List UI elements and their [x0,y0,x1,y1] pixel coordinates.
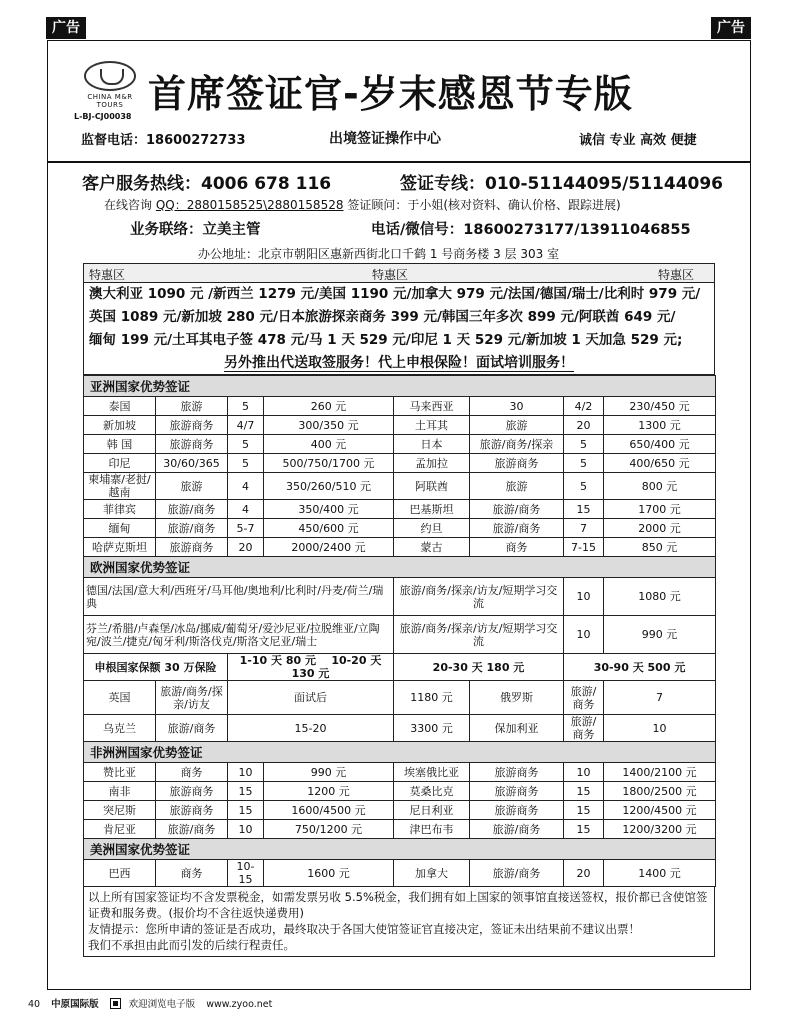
page-footer [28,997,280,1013]
online-consult [104,196,621,213]
table-row [84,820,716,839]
table-cell: 1200 元 [264,782,394,801]
table-cell: 商务 [156,860,228,887]
table-cell: 柬埔寨/老挝/越南 [84,473,156,500]
europe-price-cell: 990 元 [604,616,716,654]
table-cell: 5-7 [228,519,264,538]
europe-countries-cell: 芬兰/希腊/卢森堡/冰岛/挪威/葡萄牙/爱沙尼亚/拉脱维亚/立陶宛/波兰/捷克/匈牙利/斯洛伐克/斯洛文尼亚/瑞士 [84,616,394,654]
table-cell: 1600 元 [264,860,394,887]
table-cell: 400 元 [264,435,394,454]
ad-title: 首席签证官-岁末感恩节专版 [148,72,633,116]
table-cell: 5 [228,454,264,473]
table-cell: 4 [228,500,264,519]
table-cell: 旅游商务 [156,435,228,454]
section-heading-europe: 欧洲国家优势签证 [84,557,716,578]
table-cell: 巴西 [84,860,156,887]
table-cell: 20 [564,860,604,887]
table-row [84,416,716,435]
table-row [84,681,716,715]
special-label-right: 特惠区 [658,268,695,282]
table-cell: 日本 [394,435,470,454]
footnote-tax: 以上所有国家签证均不含发票税金，如需发票另收 5.5%税金，我们拥有如上国家的领事馆直接送签权，报价都已含使馆签证费和服务费。(报价均不含往返快递费用) [88,890,708,920]
insurance-label: 申根国家保额 30 万保险 [84,654,228,681]
visa-consultant: 签证顾问：于小姐(核对资料、确认价格、跟踪进展) [347,198,621,212]
table-cell: 俄罗斯 [470,681,564,715]
special-offer-line: 英国 1089 元/新加坡 280 元/日本旅游探亲商务 399 元/韩国三年多次 899 元/阿联酋 649 元/ [89,309,676,325]
table-cell: 15-20 [228,715,394,742]
table-cell: 300/350 元 [264,416,394,435]
asia-rows [84,397,716,557]
table-row [84,500,716,519]
table-row [84,616,716,654]
table-cell: 商务 [156,763,228,782]
table-cell: 旅游商务 [470,763,564,782]
publication-logo-icon [110,998,121,1009]
table-cell: 990 元 [264,763,394,782]
price-list [83,263,715,957]
table-cell: 旅游/商务 [470,519,564,538]
table-cell: 莫桑比克 [394,782,470,801]
table-cell: 650/400 元 [604,435,716,454]
service-hotline: 客户服务热线：4006 678 116 [82,174,332,194]
table-cell: 面试后 [228,681,394,715]
table-cell: 850 元 [604,538,716,557]
table-cell: 肯尼亚 [84,820,156,839]
table-cell: 20 [228,538,264,557]
special-offer-line: 缅甸 199 元/土耳其电子签 478 元/马 1 天 529 元/印尼 1 天 529 元/新加坡 1 天加急 529 元; [89,332,683,348]
table-row [84,519,716,538]
welcome-text: 欢迎浏览电子版 [128,999,196,1010]
table-cell: 2000 元 [604,519,716,538]
table-cell: 赞比亚 [84,763,156,782]
logo-emblem-icon [84,61,136,91]
table-row [84,801,716,820]
table-cell: 旅游/商务 [156,500,228,519]
table-cell: 泰国 [84,397,156,416]
table-cell: 尼日利亚 [394,801,470,820]
table-cell: 750/1200 元 [264,820,394,839]
table-cell: 4/2 [564,397,604,416]
table-cell: 旅游商务 [156,801,228,820]
table-cell: 1200/3200 元 [604,820,716,839]
table-cell: 10 [228,820,264,839]
special-label-left: 特惠区 [89,268,126,282]
insurance-tier-d: 30-90 天 500 元 [564,654,716,681]
table-cell: 1400 元 [604,860,716,887]
section-heading-africa: 非洲洲国家优势签证 [84,742,716,763]
wechat-phone: 电话/微信号：18600273177/13911046855 [371,222,691,238]
office-address: 办公地址：北京市朝阳区惠新西街北口千鹤 1 号商务楼 3 层 303 室 [198,247,560,261]
table-cell: 1700 元 [604,500,716,519]
table-cell: 旅游 [156,473,228,500]
table-row [84,454,716,473]
europe-purpose-cell: 旅游/商务/探亲/访友/短期学习交流 [394,578,564,616]
table-cell: 旅游 [470,473,564,500]
table-cell: 15 [228,782,264,801]
table-cell: 加拿大 [394,860,470,887]
table-cell: 韩 国 [84,435,156,454]
ad-tag-left: 广告 [46,17,86,39]
special-label-center: 特惠区 [372,268,409,282]
table-cell: 350/260/510 元 [264,473,394,500]
footnote-disclaimer: 我们不承担由此而引发的后续行程责任。 [88,938,295,952]
table-cell: 800 元 [604,473,716,500]
table-cell: 10 [564,763,604,782]
center-name: 出境签证操作中心 [329,131,441,147]
table-cell: 马来西亚 [394,397,470,416]
table-cell: 旅游/商务/探亲 [470,435,564,454]
table-cell: 15 [564,500,604,519]
table-cell: 30 [470,397,564,416]
footnote-reminder: 友情提示：您所申请的签证是否成功，最终取决于各国大使馆签证官直接决定，签证未出结果前不建议出票！ [88,922,640,936]
africa-rows [84,763,716,839]
table-cell: 印尼 [84,454,156,473]
table-cell: 1800/2500 元 [604,782,716,801]
table-cell: 10 [228,763,264,782]
table-row [84,763,716,782]
table-cell: 新加坡 [84,416,156,435]
table-cell: 450/600 元 [264,519,394,538]
company-logo [74,61,146,121]
table-row [84,782,716,801]
table-cell: 蒙古 [394,538,470,557]
table-cell: 菲律宾 [84,500,156,519]
motto: 诚信 专业 高效 便捷 [579,133,697,148]
table-cell: 埃塞俄比亚 [394,763,470,782]
table-cell: 英国 [84,681,156,715]
online-qq-link[interactable]: QQ：2880158525\2880158528 [155,198,344,212]
table-cell: 1300 元 [604,416,716,435]
table-cell: 1600/4500 元 [264,801,394,820]
table-cell: 230/450 元 [604,397,716,416]
table-cell: 旅游商务 [470,801,564,820]
table-cell: 旅游/商务 [564,715,604,742]
table-cell: 15 [228,801,264,820]
table-cell: 7 [564,519,604,538]
table-cell: 阿联酋 [394,473,470,500]
table-cell: 30/60/365 [156,454,228,473]
table-cell: 260 元 [264,397,394,416]
table-cell: 15 [564,782,604,801]
table-cell: 津巴布韦 [394,820,470,839]
ad-tag-right: 广告 [711,17,751,39]
table-cell: 400/650 元 [604,454,716,473]
table-cell: 巴基斯坦 [394,500,470,519]
special-offer-line: 澳大利亚 1090 元 /新西兰 1279 元/美国 1190 元/加拿大 979 元/法国/德国/瑞士/比利时 979 元/ [89,286,701,302]
table-cell: 1200/4500 元 [604,801,716,820]
table-cell: 5 [564,454,604,473]
table-cell: 南非 [84,782,156,801]
table-cell: 10 [604,715,716,742]
license-code: L-BJ-CJ00038 [74,112,132,121]
table-cell: 7 [604,681,716,715]
visa-hotline: 签证专线：010-51144095/51144096 [400,174,724,194]
insurance-tier-c: 20-30 天 180 元 [394,654,564,681]
table-cell: 15 [564,801,604,820]
europe-days-cell: 10 [564,578,604,616]
table-cell: 缅甸 [84,519,156,538]
table-cell: 旅游商务 [156,538,228,557]
america-rows [84,860,716,887]
table-cell: 5 [564,435,604,454]
business-contact: 业务联络：立美主管 [130,222,261,238]
table-cell: 4 [228,473,264,500]
insurance-tier [228,654,394,681]
table-cell: 旅游/商务 [156,715,228,742]
service-promo [84,352,714,374]
table-cell: 旅游/商务 [156,519,228,538]
insurance-row [84,654,716,681]
online-label: 在线咨询 [104,198,153,212]
europe-purpose-cell: 旅游/商务/探亲/访友/短期学习交流 [394,616,564,654]
header-divider [48,161,750,163]
table-row [84,715,716,742]
advertisement [47,40,751,990]
logo-name: CHINA M&R TOURS [87,93,133,109]
table-cell: 5 [228,397,264,416]
footnotes [83,887,715,957]
section-heading-america: 美洲国家优势签证 [84,839,716,860]
table-cell: 旅游商务 [470,454,564,473]
table-cell: 20 [564,416,604,435]
table-cell: 3300 元 [394,715,470,742]
supervise-phone: 监督电话：18600272733 [81,133,246,148]
table-cell: 4/7 [228,416,264,435]
insurance-tier-b: 10-20 天 130 元 [291,654,382,680]
table-cell: 旅游/商务 [470,820,564,839]
table-cell: 500/750/1700 元 [264,454,394,473]
table-row [84,435,716,454]
section-heading-asia: 亚洲国家优势签证 [84,376,716,397]
table-cell: 哈萨克斯坦 [84,538,156,557]
insurance-tier-a: 1-10 天 80 元 [239,654,316,667]
table-cell: 旅游 [470,416,564,435]
page-number: 40 [28,999,41,1010]
table-cell: 1400/2100 元 [604,763,716,782]
table-cell: 约旦 [394,519,470,538]
publication-name: 中原国际版 [51,999,99,1010]
table-row [84,860,716,887]
table-cell: 旅游/商务 [564,681,604,715]
special-offer-header [84,264,714,283]
table-row [84,578,716,616]
europe-days-cell: 10 [564,616,604,654]
table-cell: 保加利亚 [470,715,564,742]
table-cell: 旅游/商务 [470,500,564,519]
table-cell: 1180 元 [394,681,470,715]
table-cell: 15 [564,820,604,839]
website-link[interactable]: www.zyoo.net [206,999,273,1010]
special-offer-box [83,263,715,375]
service-promo-text: 另外推出代送取签服务！代上申根保险！面试培训服务！ [224,355,574,371]
table-cell: 2000/2400 元 [264,538,394,557]
table-cell: 商务 [470,538,564,557]
table-row [84,473,716,500]
table-cell: 乌克兰 [84,715,156,742]
europe-price-cell: 1080 元 [604,578,716,616]
table-cell: 旅游/商务 [156,820,228,839]
visa-price-table [83,375,716,887]
table-cell: 5 [228,435,264,454]
table-cell: 旅游 [156,397,228,416]
table-cell: 7-15 [564,538,604,557]
table-cell: 10-15 [228,860,264,887]
table-cell: 旅游商务 [470,782,564,801]
table-cell: 突尼斯 [84,801,156,820]
table-cell: 土耳其 [394,416,470,435]
table-cell: 350/400 元 [264,500,394,519]
table-cell: 旅游商务 [156,416,228,435]
table-cell: 孟加拉 [394,454,470,473]
ad-header [48,41,750,161]
europe-countries-cell: 德国/法国/意大利/西班牙/马耳他/奥地利/比利时/丹麦/荷兰/瑞典 [84,578,394,616]
table-row [84,397,716,416]
table-cell: 旅游/商务/探亲/访友 [156,681,228,715]
table-row [84,538,716,557]
table-cell: 旅游商务 [156,782,228,801]
table-cell: 旅游/商务 [470,860,564,887]
table-cell: 5 [564,473,604,500]
